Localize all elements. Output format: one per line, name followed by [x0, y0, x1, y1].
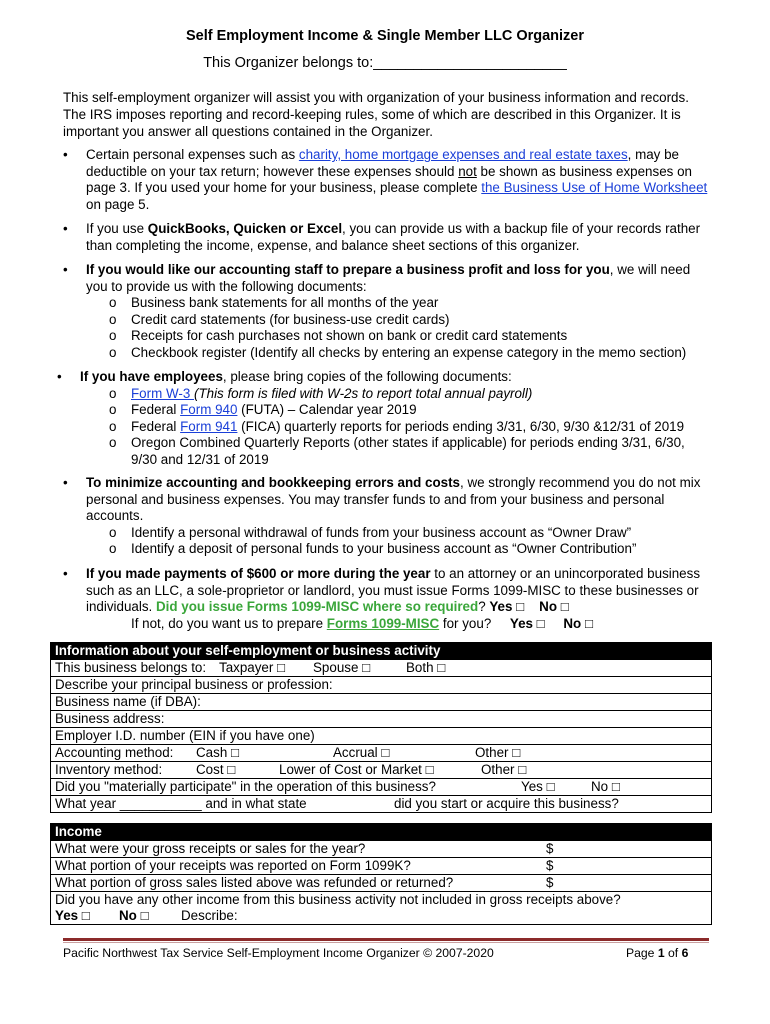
bullet-text: , please bring copies of the following documents:: [222, 369, 512, 384]
charity-mortgage-link[interactable]: charity, home mortgage expenses and real estate taxes: [298, 147, 628, 162]
issued-1099-no-checkbox[interactable]: No □: [539, 599, 569, 615]
refunds-returns-field[interactable]: What portion of gross sales listed above was refunded or returned? $: [51, 874, 711, 891]
bullet-bold-text: If you would like our accounting staff to prepare a business profit and loss for you: [86, 262, 610, 277]
footer-divider: [63, 938, 709, 941]
list-item: o Credit card statements (for business-use credit cards): [109, 311, 450, 327]
bullet-text: , we will need you to provide us with the following documents:: [86, 262, 691, 294]
bullet-quickbooks: [63, 221, 713, 254]
section-header: Information about your self-employment or business activity: [51, 643, 711, 659]
bullet-text: If you use: [86, 221, 148, 236]
bullet-1099-payments: [63, 566, 713, 632]
bullet-bold-text: If you made payments of $600 or more during the year: [86, 566, 431, 581]
form-1099k-field[interactable]: What portion of your receipts was reported on Form 1099K? $: [51, 857, 711, 874]
other-income-yes-checkbox[interactable]: Yes □: [55, 908, 90, 923]
footer-copyright: Pacific Northwest Tax Service Self-Employment Income Organizer © 2007-2020: [63, 946, 494, 960]
prepare-1099-line: If not, do you want us to prepare Forms 1099-MISC for you? Yes □ No □: [131, 615, 594, 631]
start-year-row[interactable]: What year ___________ and in what state did you start or acquire this business?: [51, 795, 711, 812]
bullet-personal-expenses: [63, 147, 713, 213]
describe-field[interactable]: Describe:: [181, 908, 238, 923]
accounting-method-row: Accounting method: Cash □ Accrual □ Other □: [51, 744, 711, 761]
page-title: Self Employment Income & Single Member LLC Organizer: [185, 28, 585, 44]
list-item: o Identify a deposit of personal funds to your business account as “Owner Contribution”: [109, 541, 637, 557]
list-item: o Receipts for cash purchases not shown on bank or credit card statements: [109, 328, 568, 344]
list-item: o Checkbook register (Identify all checks by entering an expense category in the memo section): [109, 344, 687, 360]
participate-no-checkbox[interactable]: No □: [591, 779, 620, 794]
owner-spouse-checkbox[interactable]: Spouse □: [313, 660, 371, 675]
bullet-bold-text: To minimize accounting and bookkeeping errors and costs: [86, 475, 461, 490]
inventory-other-checkbox[interactable]: Other □: [481, 762, 527, 777]
emphasis-not: not: [458, 163, 477, 179]
owner-both-checkbox[interactable]: Both □: [406, 660, 446, 675]
bullet-text: ?: [478, 599, 490, 615]
prepare-1099-yes-checkbox[interactable]: Yes □: [509, 615, 545, 631]
accounting-other-checkbox[interactable]: Other □: [475, 745, 521, 760]
business-activity-section: [50, 642, 712, 813]
accounting-accrual-checkbox[interactable]: Accrual □: [333, 745, 390, 760]
list-item: o Federal Form 940 (FUTA) – Calendar year 2019: [109, 402, 417, 418]
issue-1099-question[interactable]: Did you issue Forms 1099-MISC where so required: [155, 599, 479, 615]
gross-receipts-field[interactable]: What were your gross receipts or sales for the year? $: [51, 840, 711, 857]
list-item: o Federal Form 941 (FICA) quarterly reports for periods ending 3/31, 6/30, 9/30 &12/31 of 2019: [109, 418, 685, 434]
owner-row: This business belongs to: Taxpayer □ Spouse □ Both □: [51, 659, 711, 676]
bullet-icon: •: [63, 147, 68, 162]
business-address-field[interactable]: Business address:: [51, 710, 711, 727]
bullet-text: , may be deductible on your tax return; however these expenses should: [86, 147, 679, 179]
section-header: Income: [51, 824, 711, 840]
bullet-text: Certain personal expenses such as: [86, 147, 299, 162]
forms-1099-link[interactable]: Forms 1099-MISC: [326, 615, 440, 631]
bullet-minimize-errors: [63, 475, 713, 558]
intro-paragraph: This self-employment organizer will assist you with organization of your business information and records. The IRS imposes reporting and record-keeping rules, some of which are described in this Organizer. It is important you answer all questions contained in the Organizer.: [63, 90, 689, 139]
list-item: o Identify a personal withdrawal of funds from your business account as “Owner Draw”: [109, 524, 632, 540]
participate-yes-checkbox[interactable]: Yes □: [521, 779, 555, 794]
list-item: o Form W-3 (This form is filed with W-2s to report total annual payroll): [109, 385, 533, 401]
bullet-icon: •: [63, 566, 68, 581]
bullet-profit-loss: [63, 262, 713, 362]
bullet-employees: [57, 369, 707, 469]
bullet-bold-text: QuickBooks, Quicken or Excel: [147, 221, 343, 236]
footer-page-number: Page 1 of 6: [626, 946, 689, 960]
form-941-link[interactable]: Form 941: [180, 418, 238, 434]
bullet-text: on page 5.: [86, 196, 150, 212]
inventory-cost-checkbox[interactable]: Cost □: [196, 762, 236, 777]
issued-1099-yes-checkbox[interactable]: Yes □: [489, 599, 525, 615]
owner-taxpayer-checkbox[interactable]: Taxpayer □: [219, 660, 286, 675]
bullet-bold-text: If you have employees: [80, 369, 223, 384]
other-income-answer-row: [51, 908, 711, 924]
bullet-text: , we strongly recommend you do not mix personal and business expenses. You may transfer funds to and from your business and personal accounts.: [86, 475, 701, 524]
form-940-link[interactable]: Form 940: [180, 402, 238, 418]
bullet-icon: •: [63, 475, 68, 490]
bullet-icon: •: [57, 369, 62, 384]
bullet-icon: •: [63, 221, 68, 236]
business-use-of-home-link[interactable]: the Business Use of Home Worksheet: [481, 180, 708, 196]
inventory-method-row: Inventory method: Cost □ Lower of Cost or Market □ Other □: [51, 761, 711, 778]
ein-field[interactable]: Employer I.D. number (EIN if you have one): [51, 727, 711, 744]
accounting-cash-checkbox[interactable]: Cash □: [196, 745, 240, 760]
inventory-lower-checkbox[interactable]: Lower of Cost or Market □: [279, 762, 434, 777]
bullet-text: be shown as business expenses on page 3. If you used your home for your business, please complete: [86, 163, 692, 196]
business-name-field[interactable]: Business name (if DBA):: [51, 693, 711, 710]
list-item: o Oregon Combined Quarterly Reports (other states if applicable) for periods ending 3/31, 6/30, 9/30 and 12/31 of 2019: [109, 435, 685, 467]
prepare-1099-no-checkbox[interactable]: No □: [563, 615, 594, 631]
income-section: [50, 823, 712, 925]
bullet-text: , you can provide us with a backup file of your records rather than completing the income, expense, and balance sheet sections of this organizer.: [86, 221, 701, 253]
other-income-no-checkbox[interactable]: No □: [119, 908, 149, 923]
bullet-text: to an attorney or an unincorporated business such as an LLC, a sole-proprietor or landlord, you must issue Forms 1099-MISC to these businesses or individuals.: [86, 566, 701, 615]
form-w3-link[interactable]: Form W-3: [131, 385, 194, 401]
footer-divider-shadow: [63, 942, 709, 943]
bullet-icon: •: [63, 262, 68, 277]
other-income-question: Did you have any other income from this business activity not included in gross receipts above?: [51, 891, 711, 908]
principal-business-field[interactable]: Describe your principal business or profession:: [51, 676, 711, 693]
organizer-owner-line: This Organizer belongs to:________________________: [203, 55, 567, 71]
material-participation-row: Did you "materially participate" in the operation of this business? Yes □ No □: [51, 778, 711, 795]
list-item: o Business bank statements for all months of the year: [109, 295, 439, 311]
